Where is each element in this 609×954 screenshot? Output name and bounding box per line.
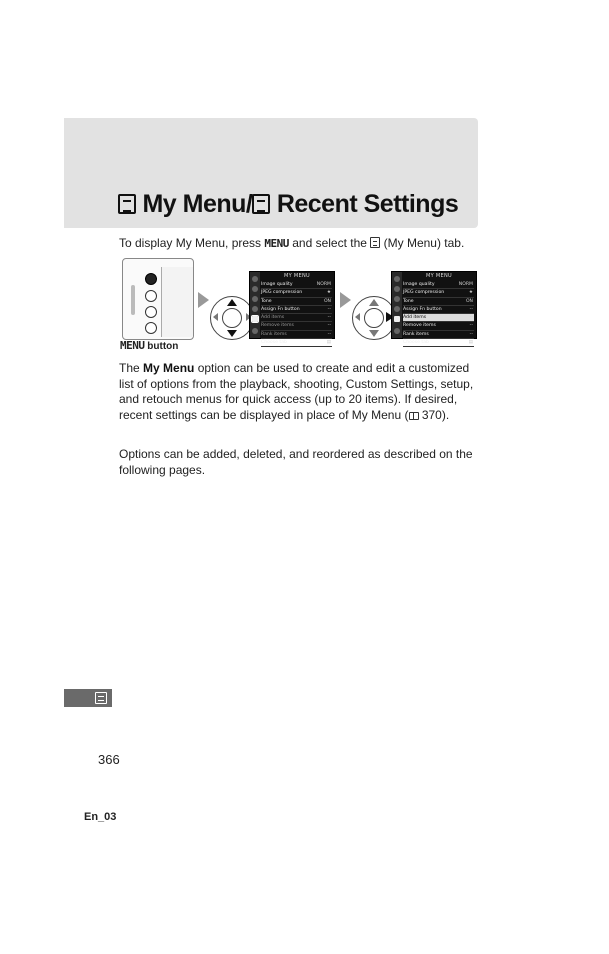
tab-icon bbox=[252, 328, 258, 334]
triangle-left-icon bbox=[213, 313, 218, 321]
section-tab-marker bbox=[64, 689, 112, 707]
page-reference-icon bbox=[409, 412, 419, 420]
my-menu-tab-icon bbox=[394, 316, 400, 322]
menu-row: JPEG compression ★ bbox=[403, 289, 474, 297]
tab-icon bbox=[252, 296, 258, 302]
menu-tab-column bbox=[392, 272, 402, 338]
menu-row: Rank items -- bbox=[261, 331, 332, 339]
camera-monitor bbox=[161, 267, 194, 337]
title-part2: Recent Settings bbox=[276, 190, 459, 218]
tab-icon bbox=[252, 276, 258, 282]
para1-text: option can be used to create and edit a customized list of options from the playback, shooting, Custom Settings, setup, and retouch menus for quick access (up to 20 items). If desired, recent settings can be displayed in place of My Menu ( bbox=[119, 361, 474, 422]
menu-row: Rank items -- bbox=[403, 331, 474, 339]
tab-icon bbox=[394, 296, 400, 302]
menu-row: Add items -- bbox=[261, 314, 332, 322]
page-number: 366 bbox=[98, 752, 120, 767]
multi-selector-icon bbox=[210, 296, 254, 340]
triangle-down-icon bbox=[369, 330, 379, 337]
intro-part2: and select the bbox=[288, 236, 371, 250]
menu-row-selected: Add items -- bbox=[403, 314, 474, 322]
camera-button-icon bbox=[145, 306, 157, 318]
procedure-figure bbox=[118, 256, 478, 356]
multi-selector-center bbox=[222, 308, 242, 328]
intro-text bbox=[119, 236, 464, 250]
para1-text: The bbox=[119, 361, 144, 375]
multi-selector-center bbox=[364, 308, 384, 328]
body-paragraph-2: Options can be added, deleted, and reordered as described on the following pages. bbox=[119, 447, 473, 477]
menu-row: Tone ON bbox=[261, 298, 332, 306]
camera-back-illustration bbox=[122, 258, 194, 340]
tab-icon bbox=[394, 328, 400, 334]
menu-screen-1 bbox=[249, 271, 335, 346]
tab-icon bbox=[252, 306, 258, 312]
multi-selector-icon bbox=[352, 296, 396, 340]
my-menu-tab-icon bbox=[370, 237, 380, 248]
menu-row: Image quality NORM bbox=[403, 281, 474, 289]
menu-button-icon bbox=[145, 273, 157, 285]
menu-row: Assign Fn button -- bbox=[403, 306, 474, 314]
triangle-up-icon bbox=[369, 299, 379, 306]
tab-icon bbox=[252, 286, 258, 292]
intro-part3: (My Menu) tab. bbox=[380, 236, 465, 250]
menu-row: JPEG compression ★ bbox=[261, 289, 332, 297]
menu-button-caption bbox=[120, 339, 178, 352]
page-title bbox=[118, 190, 458, 219]
menu-row: Image quality NORM bbox=[261, 281, 332, 289]
body-paragraph-1 bbox=[119, 361, 481, 423]
menu-screen-2 bbox=[391, 271, 477, 346]
footer-code: En_03 bbox=[84, 811, 117, 823]
menu-row: Remove items -- bbox=[261, 322, 332, 330]
caption-menu-word: MENU bbox=[120, 339, 145, 352]
caption-label: button bbox=[144, 341, 179, 352]
recent-settings-icon bbox=[95, 692, 107, 704]
menu-screen-title: MY MENU bbox=[284, 273, 310, 279]
camera-strip bbox=[131, 285, 135, 315]
menu-row: Assign Fn button -- bbox=[261, 306, 332, 314]
arrow-right-icon bbox=[198, 292, 209, 308]
para1-bold: My Menu bbox=[143, 361, 195, 375]
triangle-up-icon bbox=[227, 299, 237, 306]
intro-part1: To display My Menu, press bbox=[119, 236, 265, 250]
page-reference: 370). bbox=[418, 407, 450, 422]
menu-row: Tone ON bbox=[403, 298, 474, 306]
menu-button-label: MENU bbox=[264, 237, 289, 250]
menu-row: Remove items -- bbox=[403, 322, 474, 330]
camera-button-icon bbox=[145, 322, 157, 334]
arrow-right-icon bbox=[340, 292, 351, 308]
tab-icon bbox=[394, 286, 400, 292]
tab-icon bbox=[394, 306, 400, 312]
menu-tab-column bbox=[250, 272, 260, 338]
triangle-left-icon bbox=[355, 313, 360, 321]
tab-icon bbox=[394, 276, 400, 282]
my-menu-icon bbox=[118, 194, 136, 214]
camera-button-icon bbox=[145, 290, 157, 302]
menu-row: Choose tab ▤ bbox=[403, 339, 474, 347]
my-menu-tab-icon bbox=[252, 316, 258, 322]
menu-row: Choose tab ▤ bbox=[261, 339, 332, 347]
triangle-down-icon bbox=[227, 330, 237, 337]
recent-settings-icon bbox=[252, 194, 270, 214]
title-part1: My Menu/ bbox=[142, 190, 253, 218]
menu-screen-title: MY MENU bbox=[426, 273, 452, 279]
